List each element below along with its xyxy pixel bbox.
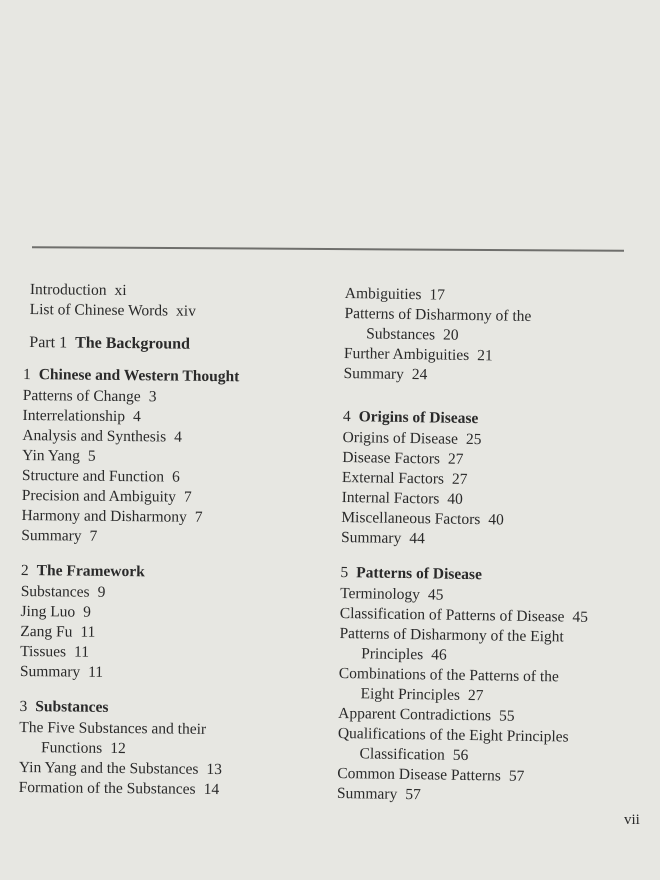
entry-title: Ambiguities — [344, 284, 422, 304]
entry-title-continued: Substances — [366, 325, 436, 344]
entry-page: 7 — [183, 488, 192, 506]
entry-page: 24 — [411, 366, 428, 384]
entry-page: 21 — [477, 347, 493, 365]
chapter-section — [337, 562, 651, 809]
entry-title: Summary — [336, 784, 398, 803]
chapter-number: 3 — [19, 697, 28, 716]
chapter-section — [19, 696, 330, 801]
entry-title: Disease Factors — [342, 448, 441, 468]
entry-page: 12 — [110, 739, 126, 758]
entry-title: Patterns of Change — [22, 386, 141, 406]
entry-page: 4 — [174, 428, 183, 446]
entry-page: 9 — [83, 603, 92, 621]
entry-title: Miscellaneous Factors — [341, 508, 481, 529]
entry-title: Common Disease Patterns — [337, 764, 502, 785]
entry-title: Apparent Contradictions — [338, 704, 492, 725]
entry-page: 11 — [80, 623, 96, 641]
entry-page: 25 — [465, 430, 482, 449]
entry-title: Combinations of the Patterns of the — [338, 664, 559, 686]
right-chapters — [337, 406, 653, 809]
entry-title: Yin Yang — [22, 446, 80, 465]
header-rule — [32, 246, 624, 252]
chapter-number: 4 — [342, 407, 351, 426]
toc-entry[interactable] — [20, 662, 330, 685]
entry-page: 11 — [73, 643, 90, 661]
entry-page: 13 — [206, 760, 223, 779]
toc-entry[interactable] — [24, 300, 334, 323]
toc-entry[interactable] — [343, 364, 653, 389]
entry-page: 40 — [447, 490, 463, 508]
entry-page: 9 — [97, 583, 106, 601]
entry-page: 55 — [498, 707, 515, 725]
entry-page: 7 — [194, 508, 203, 526]
entry-page: 17 — [429, 286, 446, 304]
entry-page: 11 — [88, 663, 104, 681]
entry-page: 46 — [431, 646, 447, 664]
entry-page: 40 — [488, 511, 504, 529]
chapter-title: The Framework — [36, 562, 145, 581]
entry-page: 5 — [87, 447, 96, 465]
entry-title: The Five Substances and their — [19, 718, 207, 738]
entry-page: 14 — [203, 780, 220, 799]
chapter-title: Patterns of Disease — [356, 564, 483, 584]
continued-entries — [343, 284, 655, 389]
entry-title-continued: Functions — [41, 739, 103, 757]
entry-page: 44 — [409, 530, 425, 548]
chapter-number: 1 — [22, 365, 31, 384]
entry-title: Substances — [20, 582, 90, 601]
entry-title-continued: Classification — [359, 745, 445, 764]
entry-title: Summary — [340, 528, 402, 547]
entry-title: Jing Luo — [20, 602, 76, 621]
entry-page: 3 — [148, 388, 157, 406]
entry-title: Analysis and Synthesis — [22, 426, 167, 446]
entry-title: Summary — [21, 526, 82, 545]
toc-right-column — [337, 284, 655, 809]
entry-title-continued: Eight Principles — [360, 685, 461, 704]
toc-entry[interactable] — [337, 784, 647, 809]
entry-page: 6 — [171, 468, 180, 486]
entry-title: Summary — [19, 662, 81, 681]
chapter-number: 2 — [20, 561, 29, 580]
chapter-section — [20, 560, 331, 685]
entry-page: xiv — [175, 302, 196, 320]
entry-page: 20 — [442, 326, 459, 344]
entry-page: 56 — [452, 746, 469, 764]
entry-title: Introduction — [29, 281, 107, 299]
entry-title: List of Chinese Words — [29, 301, 169, 320]
entry-title: Patterns of Disharmony of the Eight — [339, 624, 564, 646]
entry-page: 27 — [447, 450, 464, 468]
entry-title: Classification of Patterns of Disease — [339, 604, 565, 626]
toc-entry[interactable] — [19, 778, 329, 801]
toc-entry[interactable] — [341, 528, 651, 553]
entry-page: xi — [114, 281, 127, 300]
entry-title-continued: Principles — [361, 645, 424, 664]
entry-title: Precision and Ambiguity — [21, 486, 176, 506]
entry-title: External Factors — [341, 468, 445, 488]
entry-title: Harmony and Disharmony — [21, 506, 187, 526]
front-matter — [24, 280, 334, 323]
part-heading — [23, 334, 333, 355]
entry-page: 27 — [451, 470, 468, 488]
chapter-heading[interactable] — [19, 696, 329, 721]
entry-page: 7 — [89, 527, 98, 545]
entry-page: 27 — [467, 686, 484, 705]
chapter-title: Chinese and Western Thought — [38, 366, 240, 386]
part-title: The Background — [75, 334, 191, 353]
entry-page: 45 — [427, 586, 444, 604]
chapter-heading[interactable] — [21, 560, 331, 585]
entry-title: Formation of the Substances — [18, 778, 196, 798]
entry-page: 45 — [572, 608, 589, 626]
chapter-heading[interactable] — [23, 364, 333, 389]
left-chapters — [19, 364, 334, 801]
entry-title: Terminology — [340, 584, 421, 604]
entry-page: 57 — [405, 786, 421, 804]
entry-title: Yin Yang and the Substances — [18, 758, 199, 778]
entry-title: Internal Factors — [341, 488, 440, 508]
entry-page: 4 — [132, 408, 141, 426]
entry-title: Interrelationship — [22, 406, 126, 426]
toc-left-column — [19, 280, 334, 801]
entry-page: 57 — [508, 767, 525, 785]
chapter-section — [21, 364, 333, 549]
entry-title: Origins of Disease — [342, 428, 459, 448]
entry-title: Zang Fu — [20, 622, 73, 641]
part-label: Part 1 — [29, 334, 68, 352]
entry-title: Further Ambiguities — [343, 344, 470, 364]
entry-title: Tissues — [20, 642, 67, 661]
chapter-title: Substances — [35, 698, 109, 716]
entry-title: Summary — [343, 364, 405, 383]
chapter-number: 5 — [340, 563, 349, 582]
chapter-section — [341, 406, 653, 553]
entry-title: Structure and Function — [21, 466, 165, 486]
entry-title: Qualifications of the Eight Principles — [337, 724, 569, 746]
page-number: vii — [624, 812, 640, 828]
entry-title: Patterns of Disharmony of the — [344, 304, 532, 325]
toc-entry[interactable] — [21, 526, 331, 549]
chapter-title: Origins of Disease — [358, 408, 479, 428]
